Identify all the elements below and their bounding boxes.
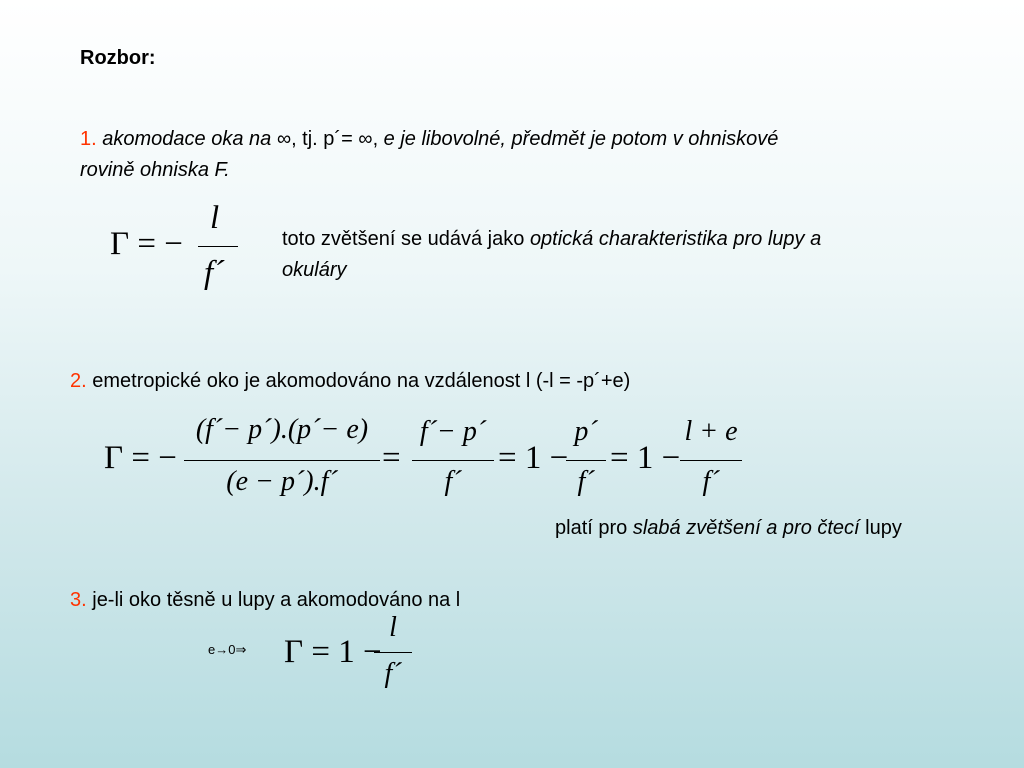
formula-1-bar (198, 246, 238, 247)
formula-1-denominator: f´ (204, 255, 225, 291)
formula-1 (110, 200, 250, 300)
item-2-text (70, 366, 990, 397)
item-1-number: 1. (80, 128, 97, 150)
formula-2-fraction-4-numerator: l + e (684, 416, 738, 447)
formula-3-numerator: l (389, 612, 397, 643)
item-2-number: 2. (70, 370, 87, 392)
formula-1-lhs: Γ = − (110, 226, 183, 262)
item-1-part-4: rovině ohniska F. (80, 159, 230, 181)
item-2-note-part-3: lupy (859, 517, 902, 539)
formula-2-fraction-3-numerator: p´ (574, 416, 598, 447)
page-title: Rozbor: (80, 47, 156, 69)
item-3-text (70, 585, 990, 616)
formula-2-fraction-3-denominator: f´ (577, 466, 595, 497)
formula-2-fraction-4-denominator: f´ (702, 466, 720, 497)
formula-2-fraction-2-denominator: f´ (444, 466, 462, 497)
formula-2-fraction-1-denominator: (e − p´).f´ (226, 466, 338, 497)
formula-1-fraction (198, 200, 238, 300)
formula-3-fraction (374, 612, 412, 702)
formula-3 (284, 612, 434, 702)
formula-2-fraction-1 (184, 410, 380, 510)
formula-2-fraction-3-bar (566, 460, 606, 461)
item-1-note (282, 224, 1002, 286)
item-1-part-2: , tj. p´= ∞, (291, 128, 379, 150)
item-2-note-part-1: platí pro (555, 517, 633, 539)
item-2-note-part-2: slabá zvětšení a pro čtecí (632, 517, 860, 539)
formula-1-numerator: l (210, 200, 220, 236)
formula-2-equals-1: = (382, 440, 401, 476)
formula-2-lhs: Γ = − (104, 440, 177, 476)
formula-2-equals-one-minus-1: = 1 − (498, 440, 569, 476)
item-1-part-3: e je libovolné, předmět je potom v ohniskové (378, 128, 779, 150)
formula-2-fraction-2-bar (412, 460, 494, 461)
formula-3-lhs: Γ = 1 − (284, 634, 382, 670)
item-2-note (555, 513, 902, 544)
formula-2-fraction-3 (566, 410, 606, 510)
item-1-part-1: akomodace oka na ∞ (96, 128, 292, 150)
item-1-note-part-1: toto zvětšení se udává jako (282, 228, 530, 250)
formula-2-fraction-1-bar (184, 460, 380, 461)
formula-2-fraction-2-numerator: f´− p´ (419, 416, 487, 447)
item-3-body: je-li oko těsně u lupy a akomodováno na l (86, 589, 461, 611)
formula-2-equals-one-minus-2: = 1 − (610, 440, 681, 476)
item-1-note-part-2: optická charakteristika pro lupy a (529, 228, 822, 250)
limit-condition: e→0⇒ (208, 642, 247, 657)
formula-3-bar (374, 652, 412, 653)
formula-2-fraction-4-bar (680, 460, 742, 461)
item-1-note-part-3: okuláry (282, 259, 347, 281)
formula-2-fraction-4 (680, 410, 742, 510)
item-1-text (80, 124, 1000, 186)
formula-2-fraction-1-numerator: (f´− p´).(p´− e) (195, 414, 369, 445)
formula-2 (100, 410, 760, 510)
item-2-body: emetropické oko je akomodováno na vzdálenost l (-l = -p´+e) (86, 370, 631, 392)
formula-2-fraction-2 (412, 410, 494, 510)
formula-3-denominator: f´ (384, 658, 402, 689)
item-3-number: 3. (70, 589, 87, 611)
